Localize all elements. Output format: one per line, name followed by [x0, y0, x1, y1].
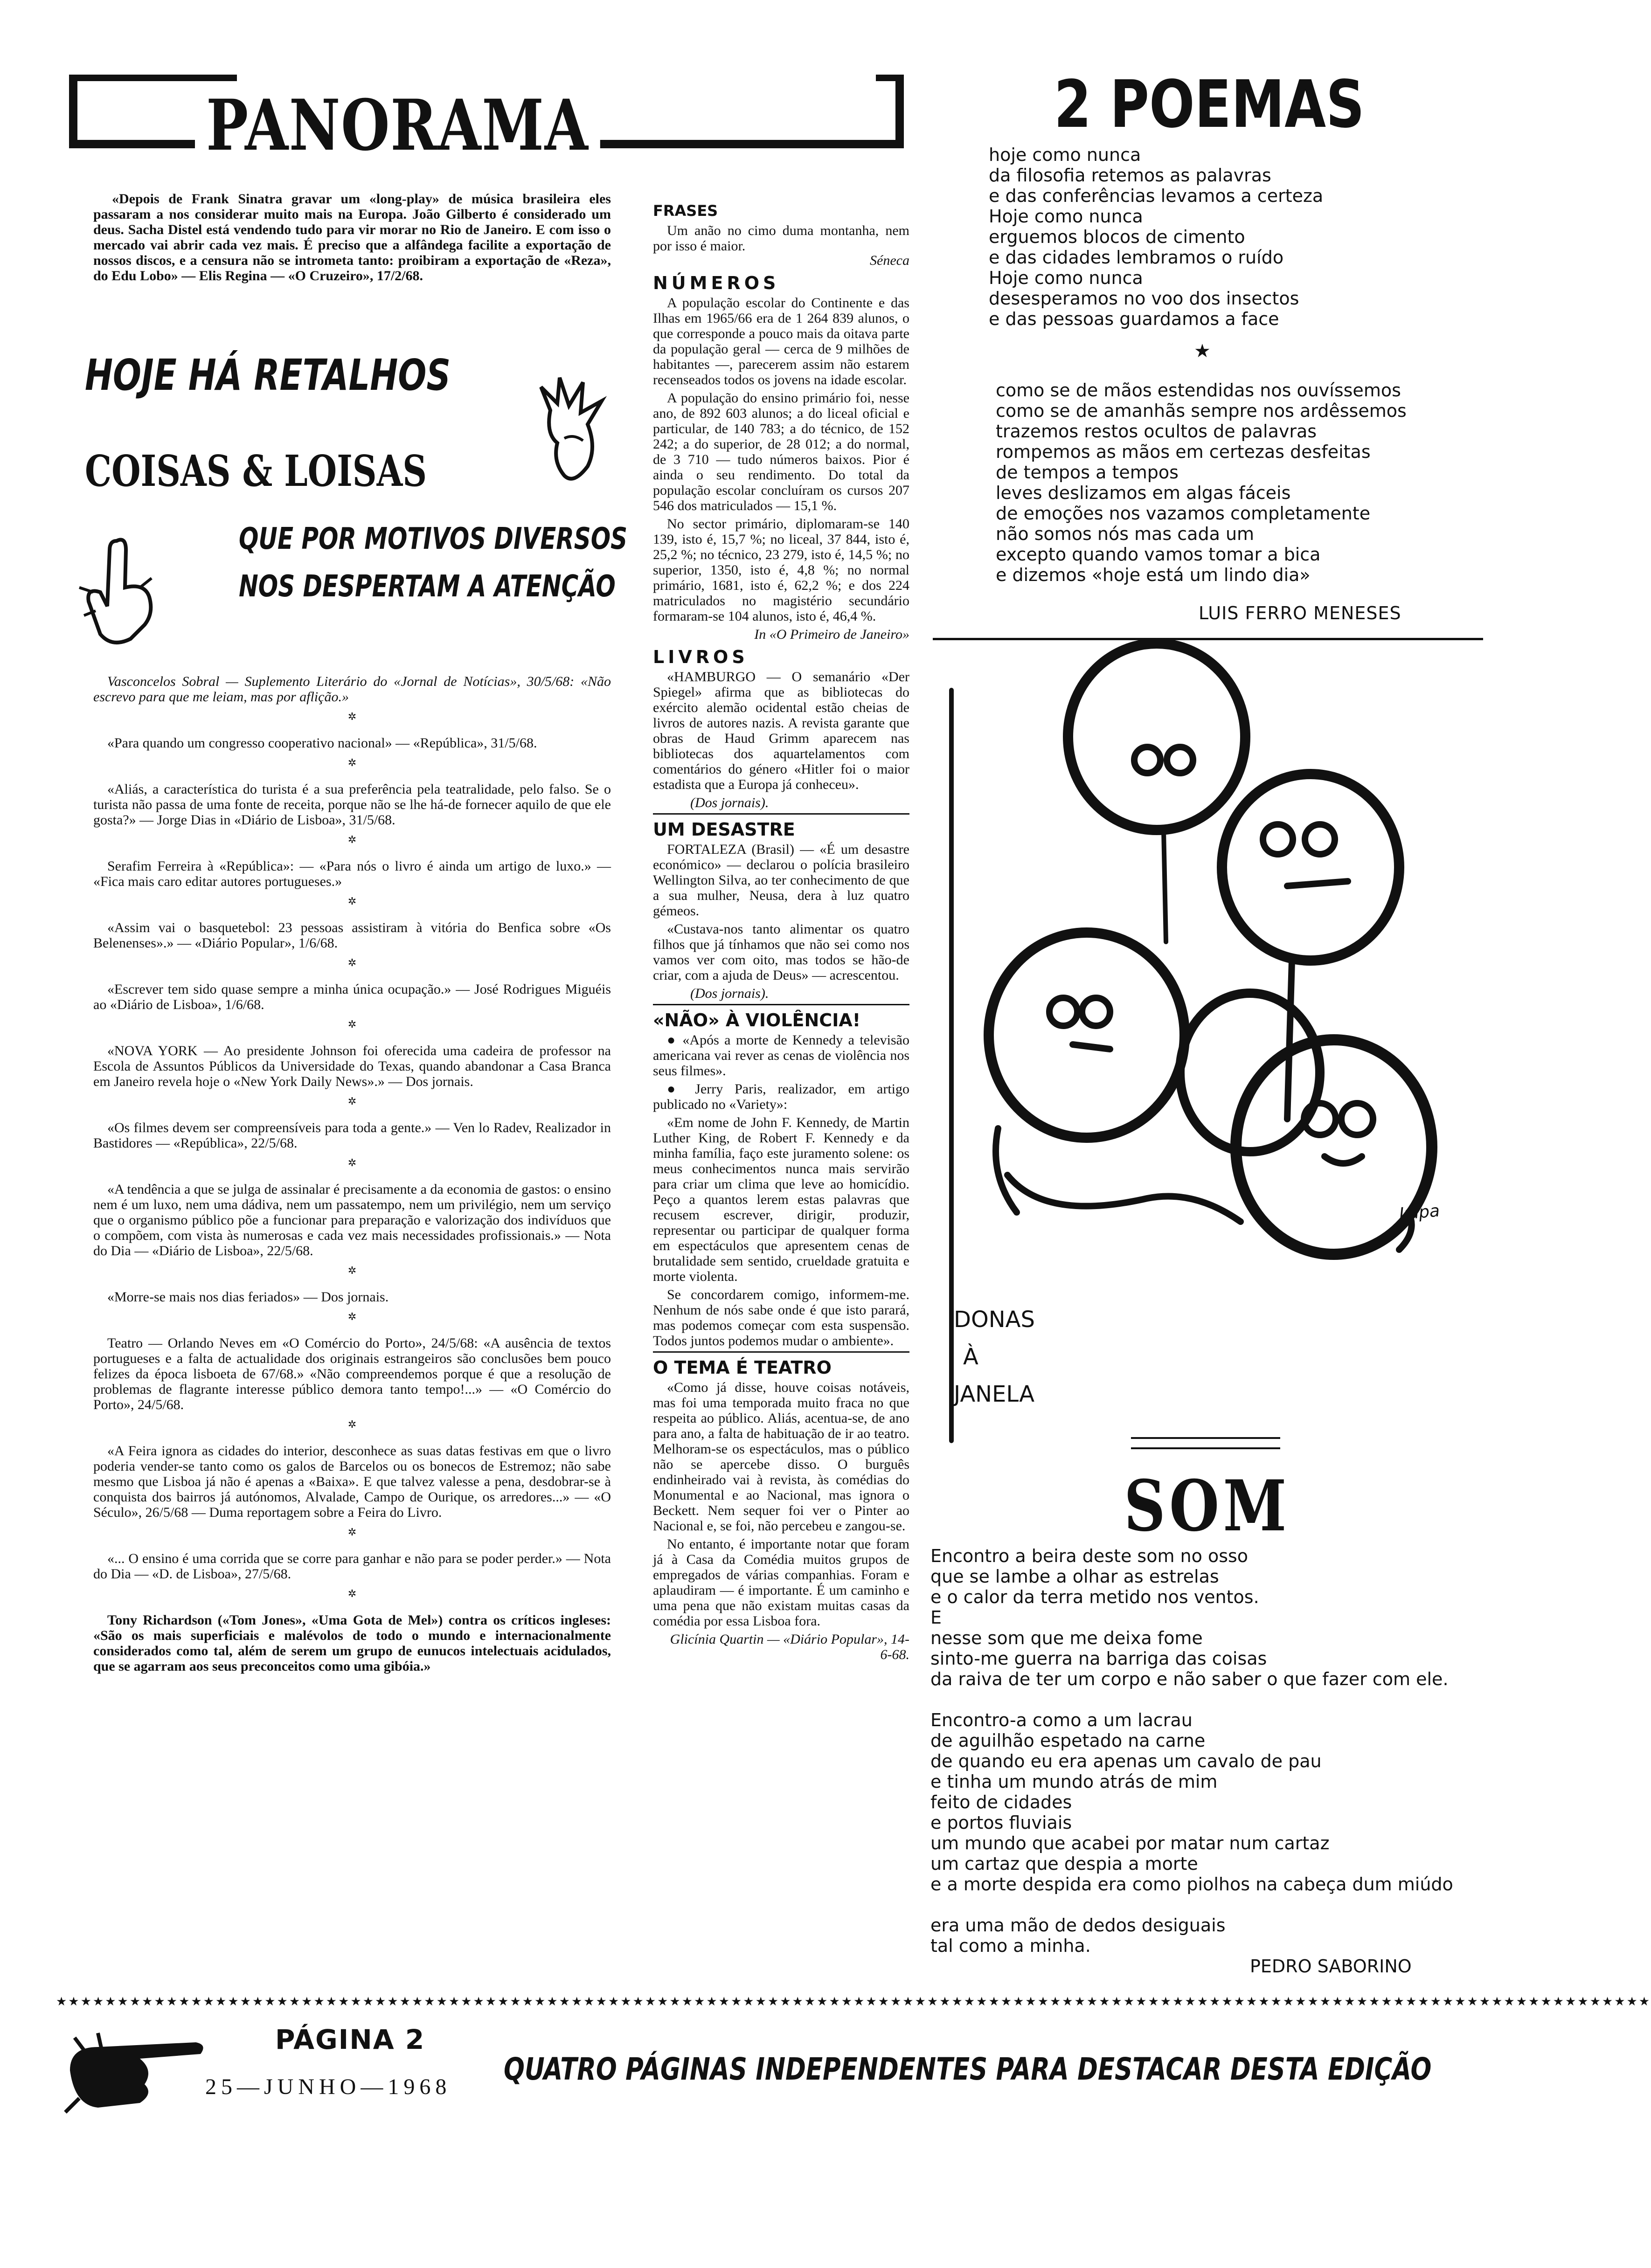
poem-2 [996, 380, 1499, 585]
poem-line: da raiva de ter um corpo e não saber o que fazer com ele. [930, 1669, 1449, 1689]
poem-line: leves deslizamos em algas fáceis [996, 483, 1291, 503]
poem-line: e portos fluviais [930, 1812, 1072, 1833]
quote-item: Vasconcelos Sobral — Suplemento Literário do «Jornal de Notícias», 30/5/68: «Não escrevo para que me leiam, mas por aflição.» [93, 674, 611, 705]
artist-signature: Lapa [1398, 1201, 1441, 1224]
star-separator: ✲ [347, 757, 357, 768]
som-author: PEDRO SABORINO [1250, 1956, 1412, 1977]
poem-line: nesse som que me deixa fome [930, 1628, 1203, 1648]
poem-line: de tempos a tempos [996, 462, 1179, 483]
poem-line: como se de amanhãs sempre nos ardêssemos [996, 401, 1407, 421]
poem-line: um cartaz que despia a morte [930, 1853, 1198, 1874]
section-heading-frases: FRASES [653, 202, 718, 220]
poem-line: desesperamos no voo dos insectos [989, 288, 1299, 309]
poem-line: e das conferências levamos a certeza [989, 186, 1324, 206]
source-line: (Dos jornais). [690, 986, 769, 1001]
poem-line: trazemos restos ocultos de palavras [996, 421, 1317, 442]
star-separator: ✲ [347, 711, 357, 722]
poem-line: erguemos blocos de cimento [989, 227, 1245, 247]
section-heading-violencia: «NÃO» À VIOLÊNCIA! [653, 1010, 861, 1030]
quote-item: «NOVA YORK — Ao presidente Johnson foi oferecida uma cadeira de professor na Escola de Assuntos Públicos da Universidade do Texas, quando abandonar a Casa Branca em Janeiro revela hoje o «New York Daily News».» — Dos jornais. [93, 1043, 611, 1089]
caption-line: À [963, 1344, 978, 1370]
star-separator: ✲ [347, 1588, 357, 1599]
poem-line: Hoje como nunca [989, 206, 1143, 227]
paragraph: ● «Após a morte de Kennedy a televisão americana vai rever as cenas de violência nos seus filmes». [653, 1032, 909, 1079]
poem-line: hoje como nunca [989, 145, 1141, 165]
frases-text: Um anão no cimo duma montanha, nem por isso é maior. [653, 223, 909, 254]
poem-line: e o calor da terra metido nos ventos. [930, 1587, 1259, 1607]
star-separator: ✲ [347, 1418, 357, 1430]
paragraph: Se concordarem comigo, informem-me. Nenhum de nós sabe onde é que isto parará, mas podemos começar com esta suspensão. Todos juntos podemos mudar o ambiente». [653, 1287, 909, 1348]
source-line: (Dos jornais). [690, 795, 769, 810]
poem-line: Hoje como nunca [989, 268, 1143, 288]
caption-line: DONAS [954, 1307, 1035, 1333]
poem-line: Encontro-a como a um lacrau [930, 1710, 1193, 1730]
poem-line: de aguilhão espetado na carne [930, 1730, 1206, 1751]
poem-line: era uma mão de dedos desiguais [930, 1915, 1226, 1936]
footer-star-rule: ★★★★★★★★★★★★★★★★★★★★★★★★★★★★★★★★★★★★★★★★★★★★★★★★★★★★★★★★★★★★★★★★★★★★★★★★★★★★★★★★★★★★★★★★★★★★★★★★★★★★★★★★★★★★★★★★★★★★★★★★★★★★★★★★★★ [56, 1995, 1651, 2009]
quote-item: «Os filmes devem ser compreensíveis para toda a gente.» — Ven lo Radev, Realizador in Bastidores — «República», 22/5/68. [93, 1120, 611, 1151]
poem-line: e das pessoas guardamos a face [989, 309, 1279, 329]
poem-line: e tinha um mundo atrás de mim [930, 1771, 1218, 1792]
double-rule-top [1131, 1437, 1280, 1439]
poem-line: Encontro a beira deste som no osso [930, 1546, 1249, 1566]
star-separator: ✲ [347, 834, 357, 845]
poem-line: excepto quando vamos tomar a bica [996, 544, 1321, 565]
section-heading-desastre: UM DESASTRE [653, 819, 795, 840]
illustration-caption [954, 1301, 1035, 1413]
quote-item: «A Feira ignora as cidades do interior, desconhece as suas datas festivas em que o livro poderia vender-se tanto como os galos de Barcelos ou os bonecos de Estremoz; não sabe mesmo que Lisboa já não é apenas a «Baixa». E que talvez valesse a pena, desdobrar-se à conquista dos bairros já autónomos, Alvalade, Campo de Ourique, os arredores...» — «O Século», 26/5/68 — Duma reportagem sobre a Feira do Livro. [93, 1443, 611, 1520]
middle-column [653, 196, 909, 1665]
footer-date: 25—JUNHO—1968 [205, 2074, 451, 2099]
caption-line: JANELA [954, 1381, 1035, 1407]
headline-line4: NOS DESPERTAM A ATENÇÃO [239, 569, 616, 604]
poemas-title: 2 POEMAS [1054, 67, 1365, 143]
poem-line: E [930, 1607, 942, 1628]
poem-line: da filosofia retemos as palavras [989, 165, 1271, 186]
som-poem [930, 1546, 1481, 1956]
paragraph: A população do ensino primário foi, nesse ano, de 892 603 alunos; a do liceal oficial e particular, de 140 783; a do técnico, de 152 242; a do superior, de 28 012; a do normal, de 3 710 — tudo números baixos. Pior é ainda o seu rendimento. Do total da população escolar concluíram os cursos 207 546 dos matriculados — 15,1 %. [653, 390, 909, 513]
poem-line: e a morte despida era como piolhos na cabeça dum miúdo [930, 1874, 1453, 1895]
poem-line: como se de mãos estendidas nos ouvíssemos [996, 380, 1401, 401]
quote-item: «A tendência a que se julga de assinalar é precisamente a da economia de gastos: o ensino nem é um luxo, nem uma dádiva, nem um passatempo, nem um privilégio, nem um serviço que o organismo público põe a funcionar para preparação e valorização dos indivíduos que o compõem, com vista às numerosas e cada vez mais necessidades profissionais.» — Nota do Dia — «Diário de Lisboa», 22/5/68. [93, 1182, 611, 1258]
paragraph: «Custava-nos tanto alimentar os quatro filhos que já tínhamos que não sei como nos vamos ver com oito, mas todos se hão-de criar, com a ajuda de Deus» — acrescentou. [653, 921, 909, 983]
poem-1 [989, 145, 1492, 329]
star-icon: ★ [1194, 340, 1211, 362]
star-separator: ✲ [347, 895, 357, 907]
headline-line3: QUE POR MOTIVOS DIVERSOS [239, 522, 628, 556]
quote-item: «Aliás, a característica do turista é a sua preferência pela teatralidade, pelo falso. Se o turista não passa de uma fonte de receita, porque não se lhe há-de fornecer aquilo de que ele gosta?» — Jorge Dias in «Diário de Lisboa», 31/5/68. [93, 781, 611, 828]
footer-page: PÁGINA 2 [275, 2024, 425, 2055]
poem-line: não somos nós mas cada um [996, 524, 1255, 544]
poem-line: de quando eu era apenas um cavalo de pau [930, 1751, 1322, 1771]
quote-item: «Para quando um congresso cooperativo nacional» — «República», 31/5/68. [107, 735, 537, 751]
section-heading-numeros: NÚMEROS [653, 273, 780, 293]
som-title: SOM [1124, 1465, 1290, 1547]
paragraph: «Como já disse, houve coisas notáveis, mas foi uma temporada muito fraca no que respeita ao público. Aliás, acentua-se, de ano para ano, a falta de habituação de ir ao teatro. Melhoram-se os espectáculos, mas o público não se apercebe disso. O burguês endinheirado vai à revista, às comédias do Monumental e ao Nacional, mas ignora o Beckett. Nem sequer foi ver o Pinter ao Nacional e, se foi, não percebeu e zangou-se. [653, 1380, 909, 1534]
poem-line: sinto-me guerra na barriga das coisas [930, 1648, 1267, 1669]
masthead [69, 70, 904, 166]
poemas-author: LUIS FERRO MENESES [1199, 603, 1401, 623]
headline-line2: COISAS & LOISAS [85, 446, 427, 496]
footer-tagline: QUATRO PÁGINAS INDEPENDENTES PARA DESTACAR DESTA EDIÇÃO [504, 2051, 1432, 2087]
paragraph: No sector primário, diplomaram-se 140 139, isto é, 15,7 %; no liceal, 37 844, isto é, 25,2 %; no técnico, 23 279, isto é, 14,5 %; no superior, 1350, isto é, 4,8 %; no normal primário, 1681, isto é, 62,2 %; e dos 224 matriculados no magistério secundário formaram-se 104 alunos, isto é, 46,4 %. [653, 516, 909, 624]
poem-line: e dizemos «hoje está um lindo dia» [996, 565, 1311, 585]
double-rule-bottom [1131, 1447, 1280, 1449]
quote-item: «... O ensino é uma corrida que se corre para ganhar e não para se poder perder.» — Nota do Dia — «D. de Lisboa», 27/5/68. [93, 1551, 611, 1582]
paragraph: «Em nome de John F. Kennedy, de Martin Luther King, de Robert F. Kennedy e da minha família, faço este juramento solene: os meus conhecimentos nunca mais servirão para criar um clima que leve ao homicídio. Peço a quantos lerem estas palavras que recusem escrever, dirigir, produzir, representar ou participar de qualquer forma em espectáculos que apresentem cenas de brutalidade sem sentido, crueldade gratuita e morte violenta. [653, 1115, 909, 1284]
paragraph: A população escolar do Continente e das Ilhas em 1965/66 era de 1 264 839 alunos, o que corresponde a pouco mais da oitava parte da população geral — cerca de 9 milhões de habitantes —, parecerem assim não estarem recenseados todos os jovens na idade escolar. [653, 295, 909, 387]
poem-line: que se lambe a olhar as estrelas [930, 1566, 1219, 1587]
star-separator: ✲ [347, 1095, 357, 1107]
paragraph: No entanto, é importante notar que foram já à Casa da Comédia muitos grupos de empregados de várias companhias. Foram e aplaudiram — é importante. É um caminho e uma pena que não existam muitas casas da comédia por essa Lisboa fora. [653, 1536, 909, 1629]
quote-item: Serafim Ferreira à «República»: — «Para nós o livro é ainda um artigo de luxo.» — «Fica mais caro editar autores portugueses.» [93, 858, 611, 889]
intro-quote: «Depois de Frank Sinatra gravar um «long-play» de música brasileira eles passaram a nos considerar muito mais na Europa. João Gilberto é considerado um deus. Sacha Distel está vendendo tudo para vir morar no Rio de Janeiro. E com isso o mercado vai abrir cada vez mais. É preciso que a alfândega facilite a exportação de nossos discos, e a censura não se intrometa tanto: proibiram a exportação de «Reza», do Edu Lobo» — Elis Regina — «O Cruzeiro», 17/2/68. [93, 191, 611, 284]
quote-item: «Escrever tem sido quase sempre a minha única ocupação.» — José Rodrigues Miguéis ao «Diário de Lisboa», 1/6/68. [93, 982, 611, 1012]
star-separator: ✲ [347, 1526, 357, 1538]
headline-line1: HOJE HÁ RETALHOS [85, 350, 451, 400]
source-line: In «O Primeiro de Janeiro» [754, 627, 909, 642]
pointing-hand-icon [61, 2028, 215, 2117]
section-heading-livros: LIVROS [653, 647, 749, 667]
star-separator: ✲ [347, 1157, 357, 1169]
raised-hand-icon [75, 532, 168, 648]
poem-line: de emoções nos vazamos completamente [996, 503, 1371, 524]
poem-line: feito de cidades [930, 1792, 1072, 1812]
star-separator: ✲ [347, 957, 357, 968]
poem-line: rompemos as mãos em certezas desfeitas [996, 442, 1371, 462]
star-separator: ✲ [347, 1018, 357, 1030]
quote-item: «Morre-se mais nos dias feriados» — Dos jornais. [107, 1289, 389, 1305]
pointing-hand-icon [532, 368, 616, 490]
poem-line: e das cidades lembramos o ruído [989, 247, 1284, 268]
source-line: Glicínia Quartin — «Diário Popular», 14-6-68. [670, 1632, 909, 1662]
masthead-title: PANORAMA [195, 81, 600, 170]
section-divider [933, 638, 1483, 640]
star-separator: ✲ [347, 1265, 357, 1276]
quotes-list [93, 674, 611, 1677]
paragraph: FORTALEZA (Brasil) — «É um desastre económico» — declarou o polícia brasileiro Wellington Silva, ao ter conhecimento de que a sua mulher, Neusa, dera à luz quatro gémeos. [653, 842, 909, 919]
quote-item: Tony Richardson («Tom Jones», «Uma Gota de Mel») contra os críticos ingleses: «São os mais superficiais e malévolos de todo o mundo e internacionalmente considerados como tal, além de serem um grupo de eunucos intelectuais acidulados, que se agarram aos seus preconceitos como uma gibóia.» [93, 1612, 611, 1674]
section-heading-teatro: O TEMA É TEATRO [653, 1357, 832, 1378]
star-separator: ✲ [347, 1311, 357, 1322]
poem-line: um mundo que acabei por matar num cartaz [930, 1833, 1330, 1853]
paragraph: «HAMBURGO — O semanário «Der Spiegel» afirma que as bibliotecas do exército alemão ocidental estão cheias de livros de autores nazis. A revista garante que obras de Haud Grimm aparecem nas bibliotecas dos aquartelamentos com comentários do género «Hitler foi o maior estadista que a Europa já conheceu». [653, 669, 909, 792]
poem-line: tal como a minha. [930, 1936, 1091, 1956]
quote-item: Teatro — Orlando Neves em «O Comércio do Porto», 24/5/68: «A ausência de textos portugueses e a falta de actualidade dos originais estrangeiros são conclusões bem pouco felizes da época lisboeta de 67/68.» «Não compreendemos porque é que a resolução de problemas de flagrante interesse público demora tanto tempo!...» — «O Comércio do Porto», 24/5/68. [93, 1335, 611, 1412]
frases-source: Séneca [870, 253, 909, 268]
quote-item: «Assim vai o basquetebol: 23 pessoas assistiram à vitória do Benfica sobre «Os Belenenses».» — «Diário Popular», 1/6/68. [93, 920, 611, 951]
paragraph: ● Jerry Paris, realizador, em artigo publicado no «Variety»: [653, 1081, 909, 1112]
